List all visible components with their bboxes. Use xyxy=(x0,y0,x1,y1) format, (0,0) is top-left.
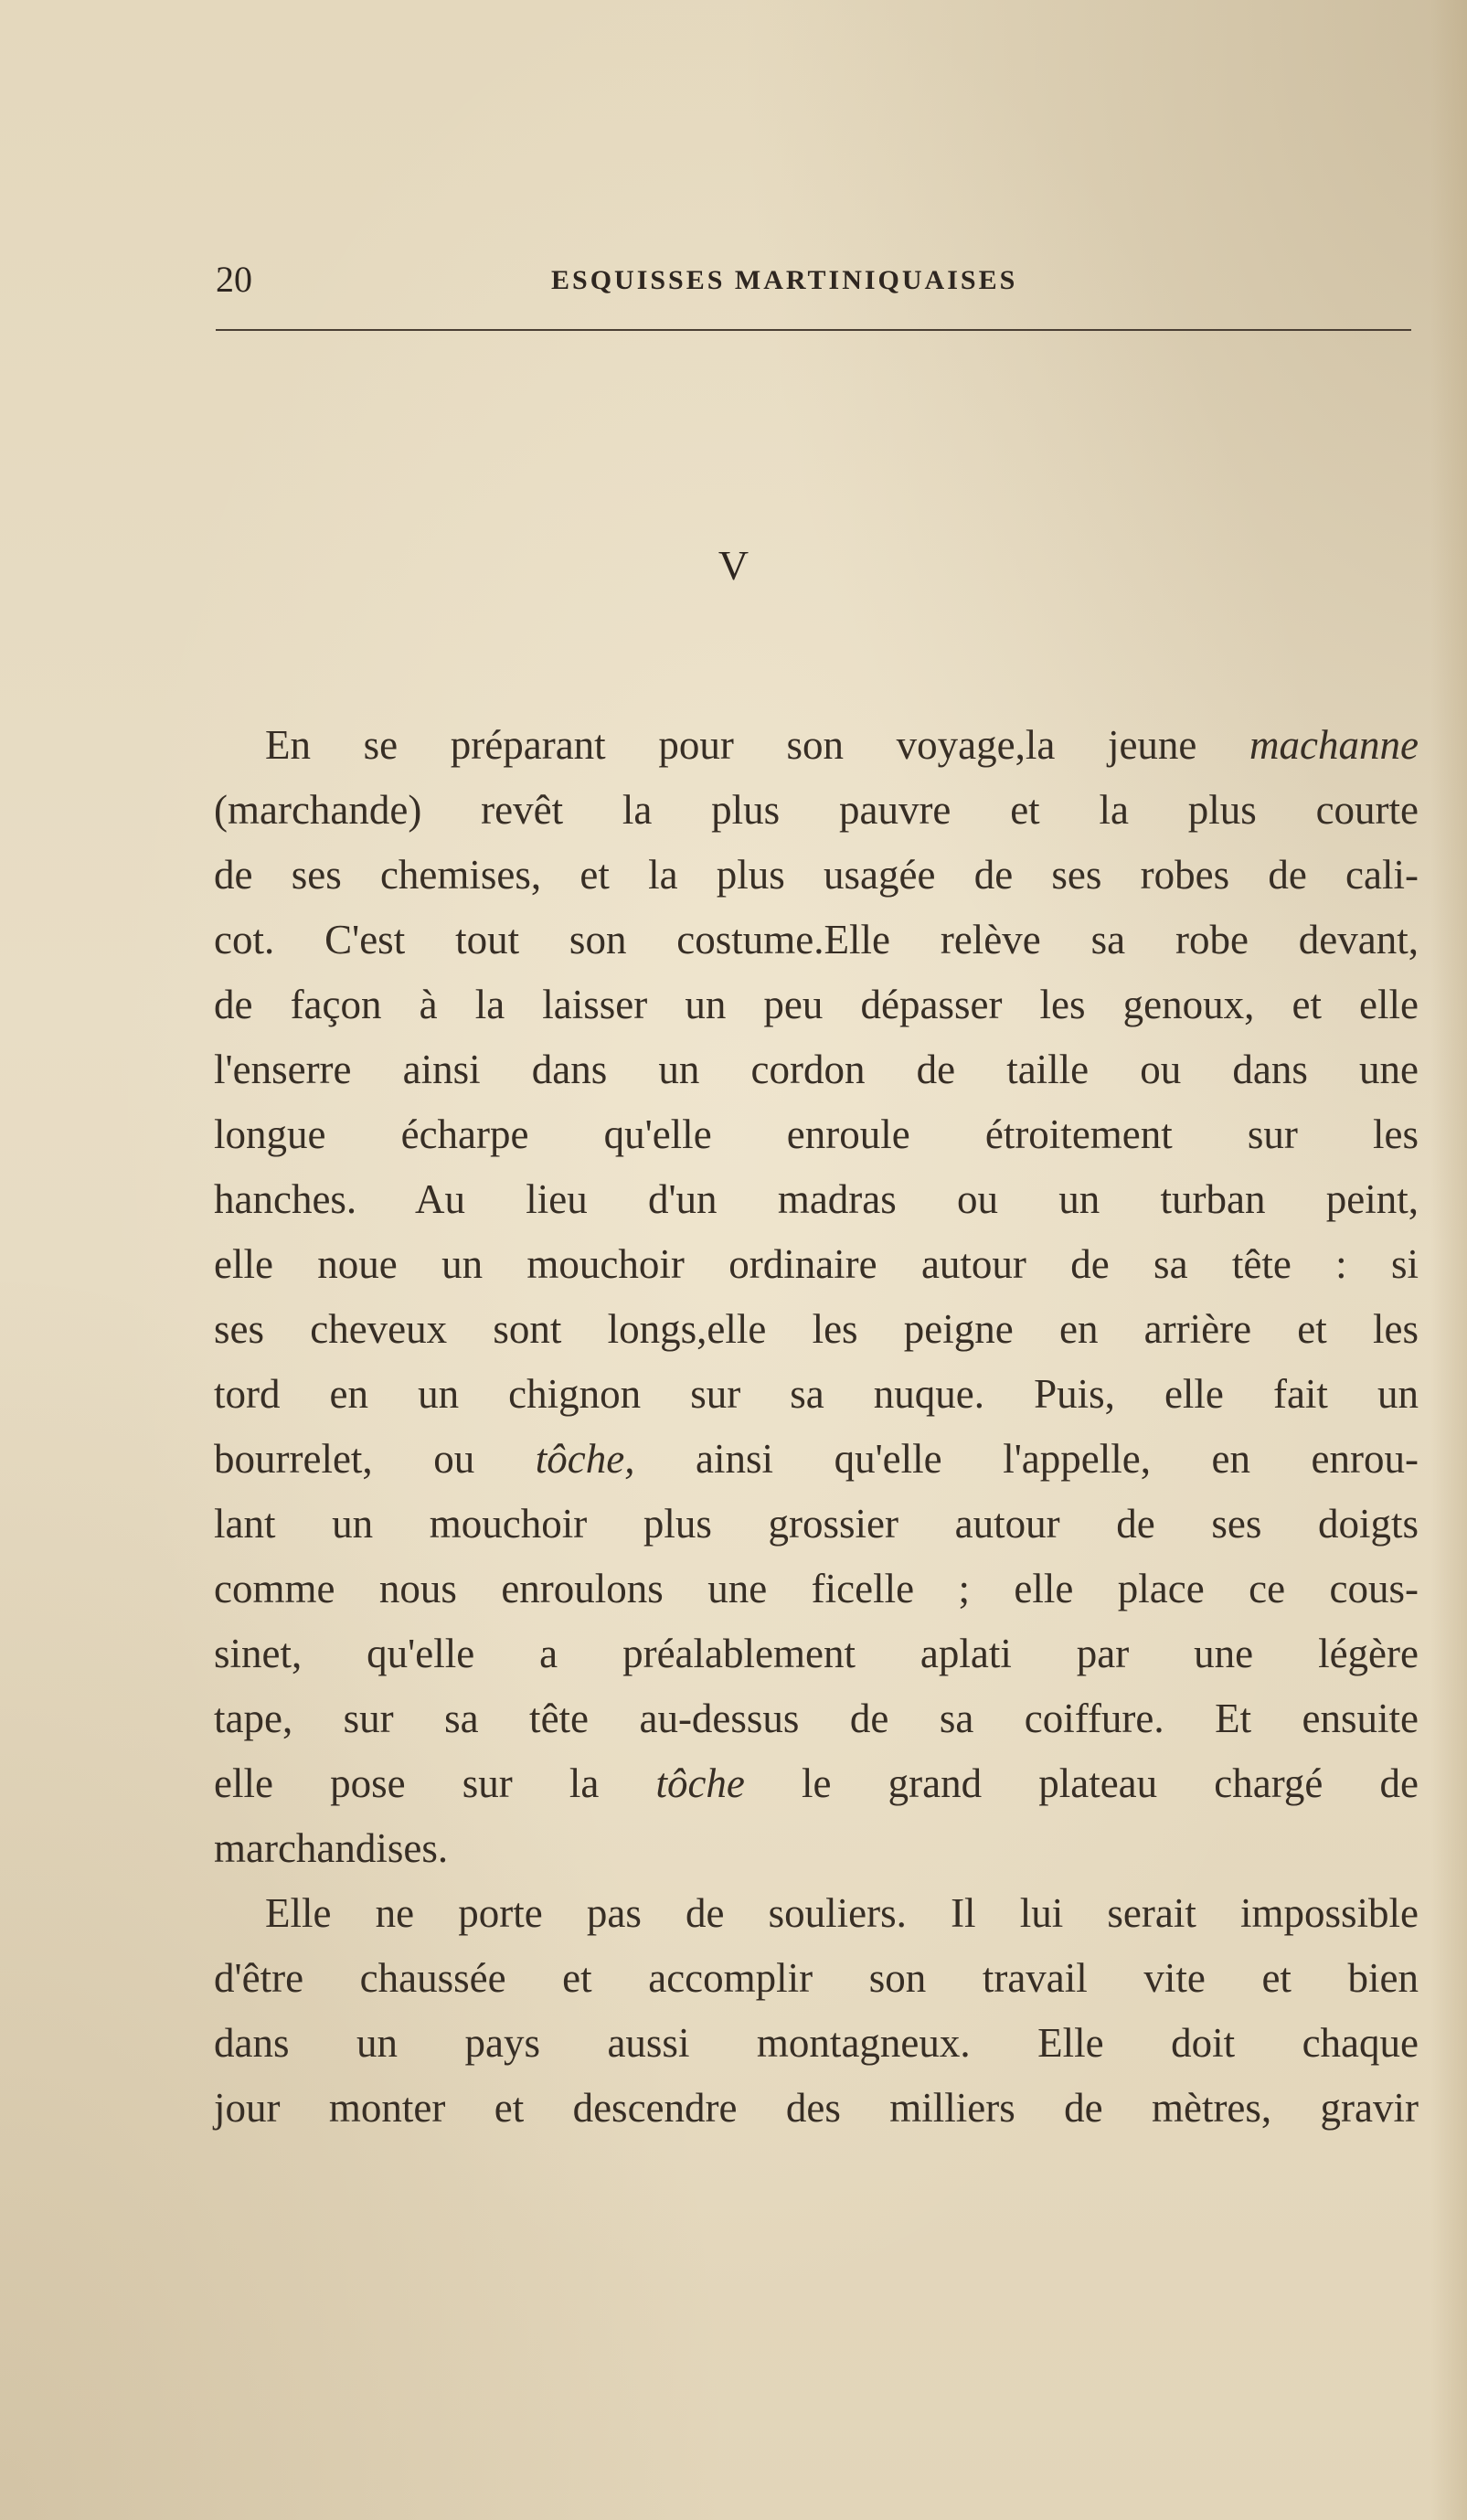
page-edge-shading xyxy=(1430,0,1467,2520)
text-line: ses cheveux sont longs,elle les peigne en arrière et les xyxy=(214,1306,1419,1352)
text-line: dans un pays aussi montagneux. Elle doit chaque xyxy=(214,2020,1419,2066)
text-line: l'enserre ainsi dans un cordon de taille ou dans une xyxy=(214,1047,1419,1092)
running-title: ESQUISSES MARTINIQUAISES xyxy=(551,265,1018,295)
text-line: comme nous enroulons une ficelle ; elle place ce cous- xyxy=(214,1566,1419,1611)
text-line: sinet, qu'elle a préalablement aplati par une légère xyxy=(214,1631,1419,1676)
text-line: lant un mouchoir plus grossier autour de ses doigts xyxy=(214,1501,1419,1547)
text-line: elle pose sur la tôche le grand plateau chargé de xyxy=(214,1760,1419,1806)
text-line: marchandises. xyxy=(214,1825,449,1871)
page-number: 20 xyxy=(216,259,252,300)
header-rule xyxy=(216,329,1411,331)
text-line: tape, sur sa tête au-dessus de sa coiffure. Et ensuite xyxy=(214,1696,1419,1741)
text-line: En se préparant pour son voyage,la jeune machanne xyxy=(265,722,1419,768)
text-line: tord en un chignon sur sa nuque. Puis, elle fait un xyxy=(214,1371,1419,1417)
text-line: de façon à la laisser un peu dépasser les genoux, et elle xyxy=(214,982,1419,1027)
text-line: (marchande) revêt la plus pauvre et la plus courte xyxy=(214,787,1419,833)
text-line: hanches. Au lieu d'un madras ou un turban peint, xyxy=(214,1176,1419,1222)
text-line: Elle ne porte pas de souliers. Il lui serait impossible xyxy=(265,1890,1419,1936)
text-line: de ses chemises, et la plus usagée de ses robes de cali- xyxy=(214,852,1419,898)
text-line: cot. C'est tout son costume.Elle relève sa robe devant, xyxy=(214,917,1419,962)
text-line: elle noue un mouchoir ordinaire autour de sa tête : si xyxy=(214,1241,1419,1287)
text-line: bourrelet, ou tôche, ainsi qu'elle l'appelle, en enrou- xyxy=(214,1436,1419,1482)
text-line: d'être chaussée et accomplir son travail vite et bien xyxy=(214,1955,1419,2001)
text-line: longue écharpe qu'elle enroule étroitement sur les xyxy=(214,1111,1419,1157)
running-header xyxy=(216,254,1411,309)
text-line: jour monter et descendre des milliers de mètres, gravir xyxy=(214,2085,1419,2131)
chapter-number: V xyxy=(718,542,749,589)
